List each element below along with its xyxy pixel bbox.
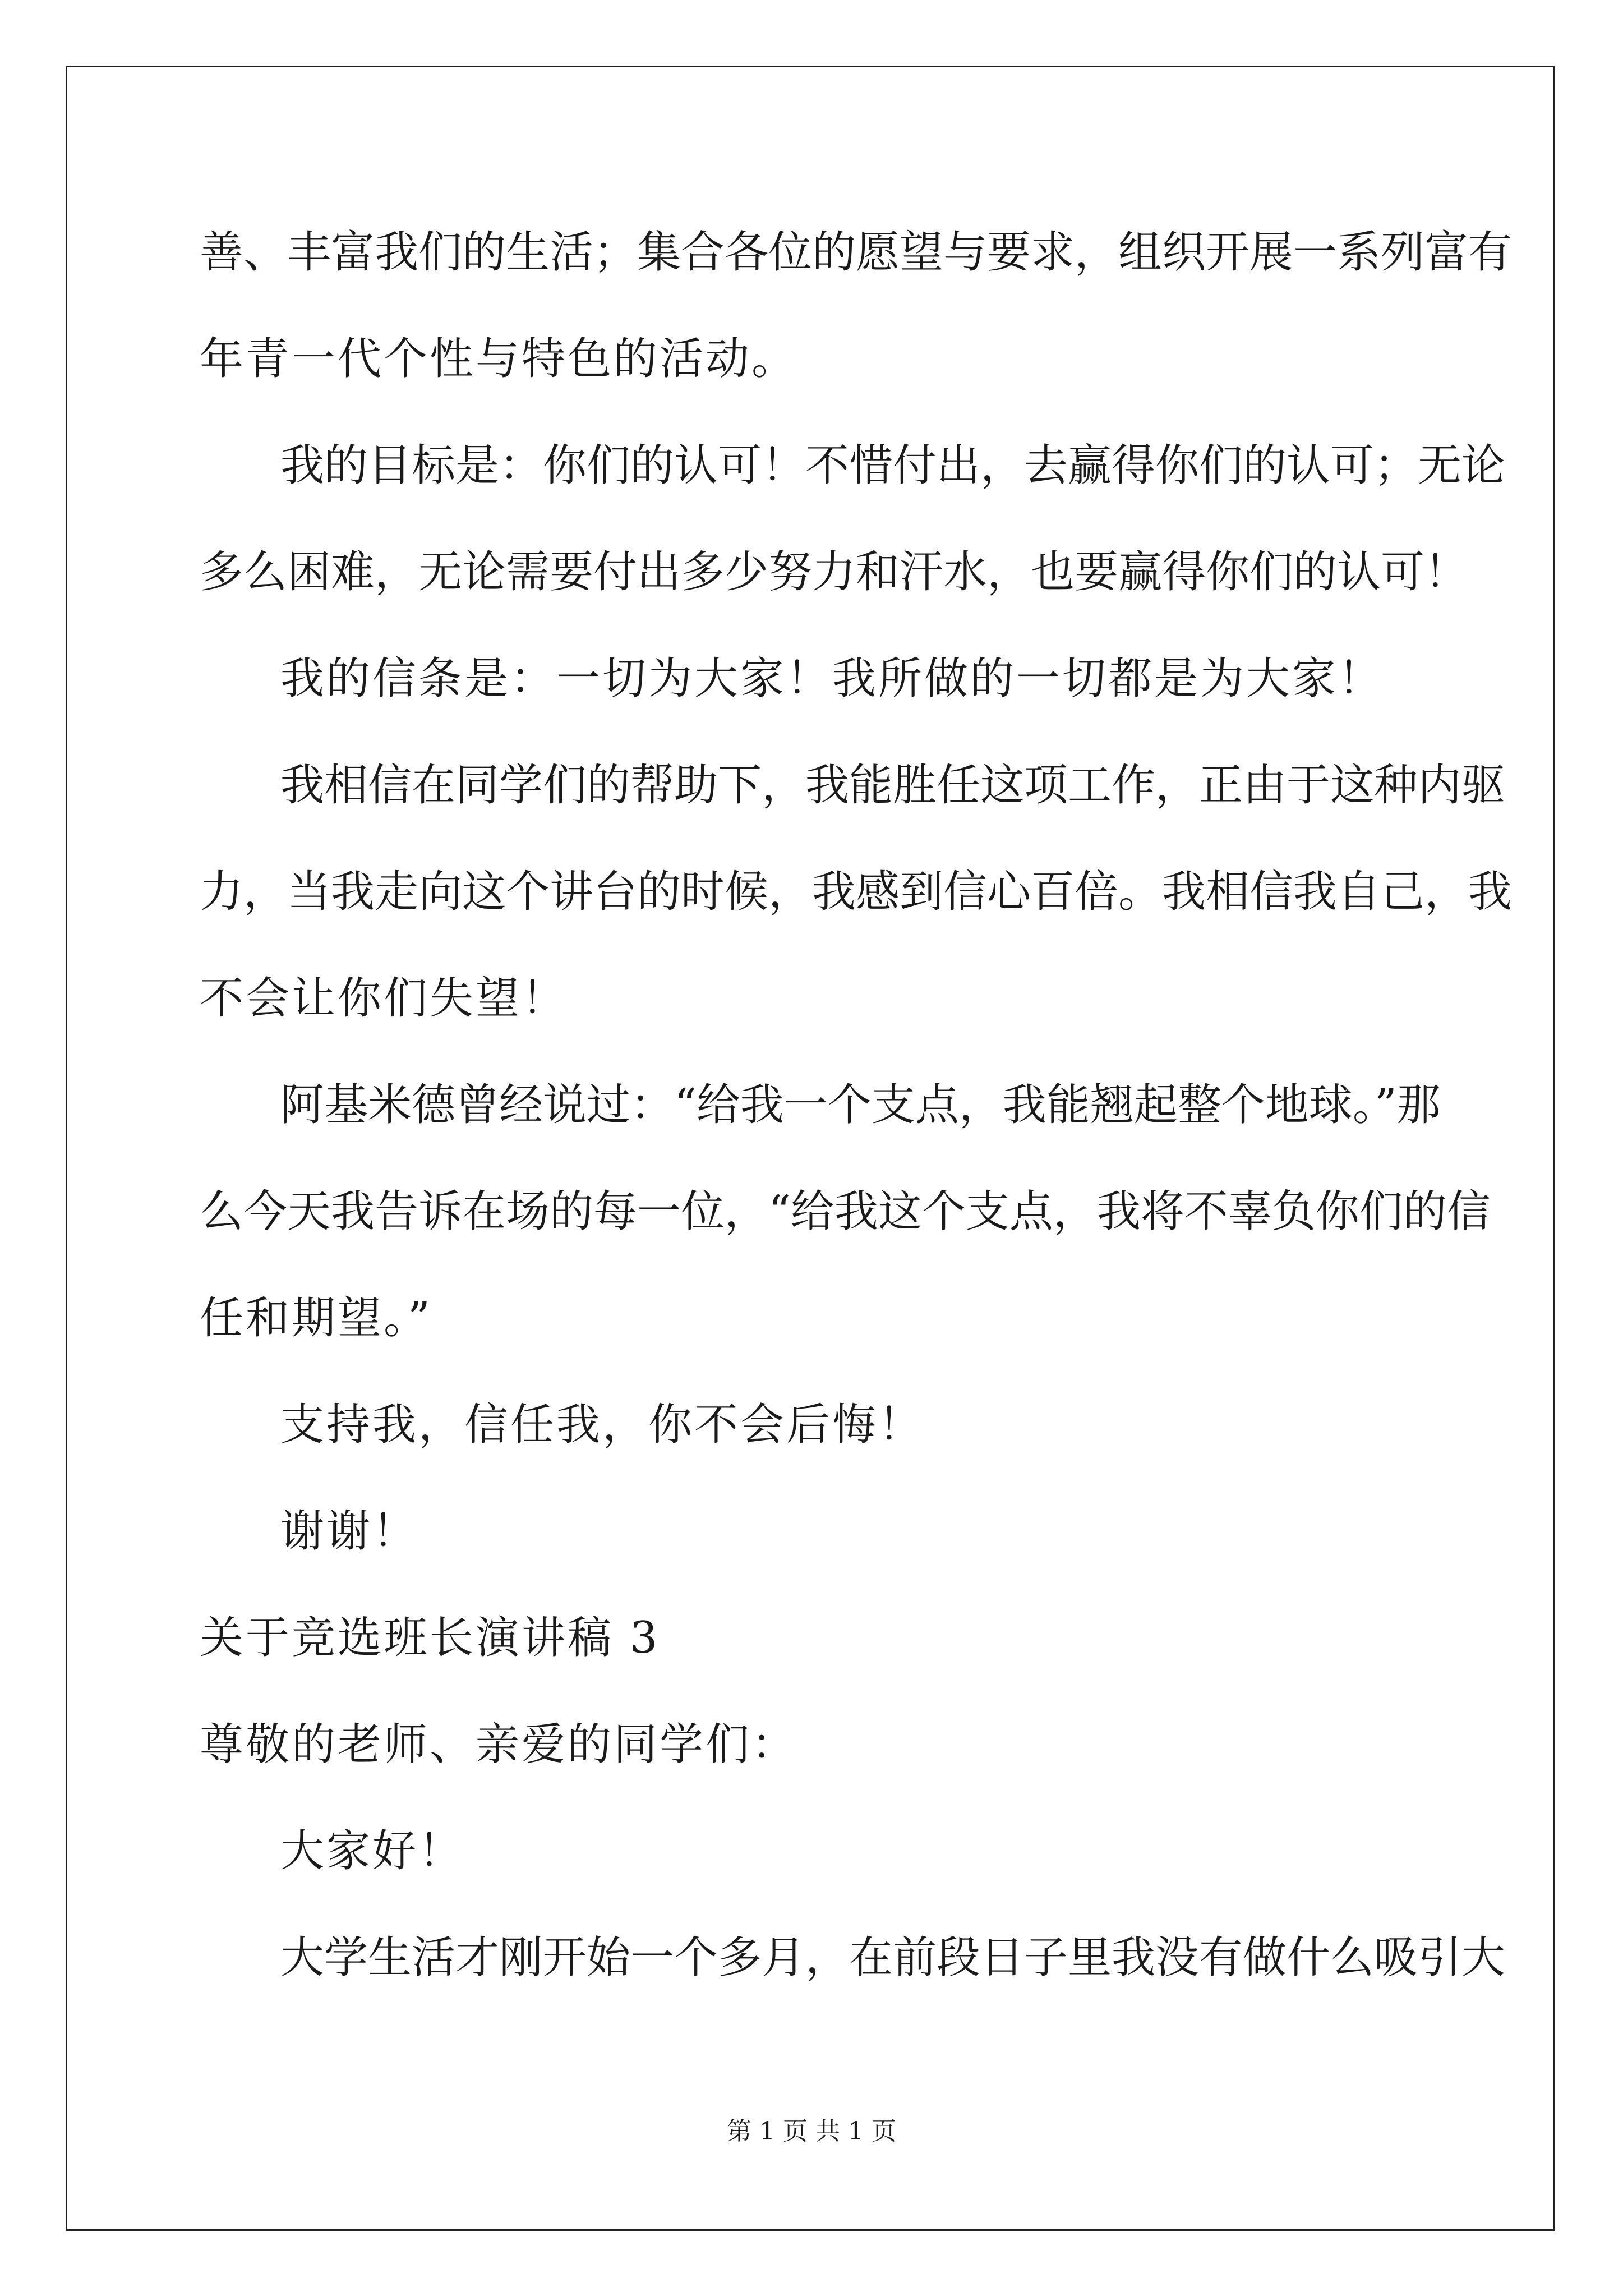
page-number-footer: 第 1 页 共 1 页 <box>727 2117 896 2146</box>
body-line: 阿基米德曾经说过：“给我一个支点，我能翘起整个地球。”那 <box>280 1080 1441 1130</box>
greeting: 大家好！ <box>280 1826 465 1876</box>
body-line: 我相信在同学们的帮助下，我能胜任这项工作，正由于这种内驱 <box>280 760 1506 811</box>
page-border <box>66 66 1555 2231</box>
body-line: 多么困难，无论需要付出多少努力和汗水，也要赢得你们的认可！ <box>200 547 1469 597</box>
body-line: 年青一代个性与特色的活动。 <box>200 334 798 384</box>
body-line: 力，当我走向这个讲台的时候，我感到信心百倍。我相信我自己，我 <box>200 867 1513 917</box>
body-line: 任和期望。” <box>200 1293 432 1343</box>
body-line: 不会让你们失望！ <box>200 973 568 1024</box>
body-line: 大学生活才刚开始一个多月，在前段日子里我没有做什么吸引大 <box>280 1932 1506 1983</box>
body-line: 善、丰富我们的生活；集合各位的愿望与要求，组织开展一系列富有 <box>200 227 1513 278</box>
body-line: 么今天我告诉在场的每一位，“给我这个支点，我将不辜负你们的信 <box>200 1186 1491 1237</box>
salutation: 尊敬的老师、亲爱的同学们： <box>200 1719 798 1770</box>
body-line: 我的信条是：一切为大家！我所做的一切都是为大家！ <box>280 654 1385 704</box>
body-line: 我的目标是：你们的认可！不惜付出，去赢得你们的认可；无论 <box>280 440 1506 491</box>
body-line: 谢谢！ <box>280 1506 419 1557</box>
body-line: 支持我，信任我，你不会后悔！ <box>280 1400 925 1450</box>
section-heading: 关于竞选班长演讲稿 3 <box>200 1613 660 1663</box>
